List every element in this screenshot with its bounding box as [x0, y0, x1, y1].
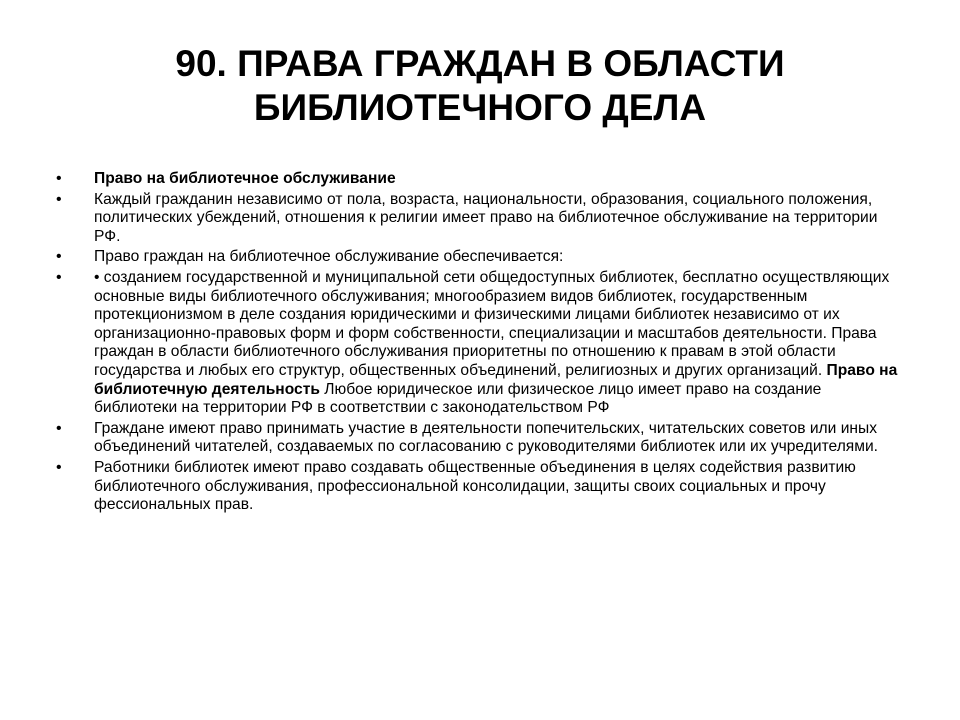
bullet-item-state-network — [56, 269, 906, 418]
bullet-text: • созданием государственной и муниципальной сети общедоступных библиотек, бесплатно осуществляющих основные виды библиотечного обслуживания; многообразием видов библиотек, государственным протекционизмом в деле создания юридическими и физическими лицами библиотек независимо от их организационно-правовых форм и форм собственности, специализации и масштабов деятельности. Права граждан в области библиотечного обслуживания приоритетны по отношению к правам в этой области государства и любых его структур, общественных объединений, религиозных и других организаций. — [94, 268, 890, 379]
bullet-text: Любое юридическое или физическое лицо имеет право на создание библиотеки на территории РФ в соответствии с законодательством РФ — [94, 380, 822, 417]
bullet-text: Право на библиотечное обслуживание — [94, 170, 396, 187]
bullet-icon: • — [56, 458, 62, 476]
bullet-icon: • — [56, 268, 62, 286]
bullet-item-ensured-by — [56, 248, 906, 267]
bullet-text: Работники библиотек имеют право создавать общественные объединения в целях содействия развитию библиотечного обслуживания, профессиональной консолидации, защиты своих социальных и прочу фессиональных прав. — [94, 458, 856, 514]
bullet-icon: • — [56, 170, 62, 187]
slide-title-line-1: 90. ПРАВА ГРАЖДАН В ОБЛАСТИ — [175, 43, 785, 84]
bullet-text: Право граждан на библиотечное обслуживание обеспечивается: — [94, 248, 564, 266]
slide-title — [60, 42, 900, 130]
bullet-icon: • — [56, 419, 62, 437]
bullet-item-library-workers — [56, 459, 906, 515]
bullet-text: Граждане имеют право принимать участие в деятельности попечительских, читательских советов или иных объединений читателей, создаваемых по согласованию с руководителями библиотек или их учредителями. — [94, 419, 878, 456]
bullet-item-service-right — [56, 170, 906, 189]
bullet-list — [56, 170, 906, 517]
bullet-icon: • — [56, 248, 62, 266]
bullet-text-bold: Право на библиотечную деятельность — [94, 361, 898, 398]
bullet-text: Каждый гражданин независимо от пола, возраста, национальности, образования, социального положения, политических убеждений, отношения к религии имеет право на библиотечное обслуживание на территории РФ. — [94, 190, 878, 245]
slide-title-line-2: БИБЛИОТЕЧНОГО ДЕЛА — [253, 87, 707, 128]
bullet-item-every-citizen — [56, 191, 906, 247]
bullet-item-participation — [56, 420, 906, 457]
bullet-icon: • — [56, 190, 62, 208]
